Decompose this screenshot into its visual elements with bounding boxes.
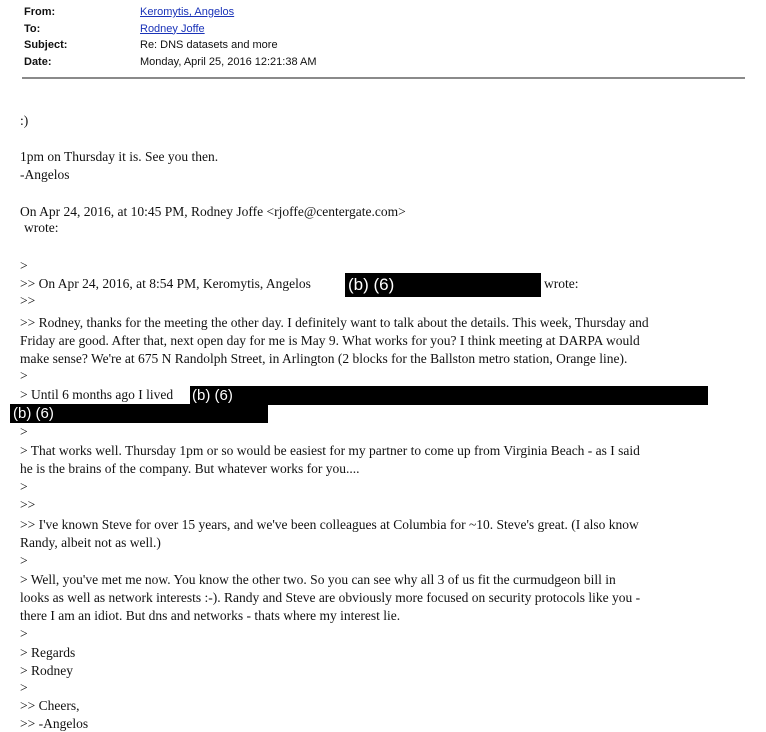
redaction-box: (b) (6) [345,273,541,297]
redaction-box: (b) (6) [190,386,708,405]
redaction-box: (b) (6) [10,404,268,423]
date-value: Monday, April 25, 2016 12:21:38 AM [140,55,317,68]
body-line: he is the brains of the company. But whatever works for you.... [20,461,360,476]
body-line: >> On Apr 24, 2016, at 8:54 PM, Keromytis, Angelos [20,276,311,291]
header-divider [22,77,745,79]
body-line: >> I've known Steve for over 15 years, and we've been colleagues at Columbia for ~10. Steve's great. (I also know [20,517,639,532]
body-line: On Apr 24, 2016, at 10:45 PM, Rodney Joffe <rjoffe@centergate.com> [20,204,406,219]
body-line: >> Cheers, [20,698,80,713]
body-line: > [20,368,28,383]
subject-row [24,37,317,54]
subject-label: Subject: [24,39,68,51]
from-link[interactable]: Keromytis, Angelos [140,6,235,18]
date-label: Date: [24,55,52,68]
body-line: > Until 6 months ago I lived [20,387,174,402]
email-header [24,4,317,70]
body-line: > [20,424,28,439]
body-line: > Rodney [20,663,73,678]
body-line: Randy, albeit not as well.) [20,535,161,550]
body-line: -Angelos [20,167,70,182]
body-line: > That works well. Thursday 1pm or so would be easiest for my partner to come up from Virginia Beach - as I said [20,443,640,458]
body-line: > Regards [20,645,76,660]
body-line: > [20,553,28,568]
body-line: > [20,680,28,695]
date-row [24,54,317,71]
to-label: To: [24,22,41,35]
body-line: >> [20,293,36,308]
body-line: >> -Angelos [20,716,89,731]
to-row [24,21,317,38]
body-line: looks as well as network interests :-). Randy and Steve are obviously more focused on security protocols like you - [20,590,641,605]
body-line: Friday are good. After that, next open day for me is May 9. What works for you? I think meeting at DARPA would [20,333,640,348]
body-line: wrote: [24,220,59,235]
body-line: 1pm on Thursday it is. See you then. [20,149,219,164]
from-row [24,4,317,21]
subject-value: Re: DNS datasets and more [140,39,278,51]
body-line: > [20,479,28,494]
body-line: there I am an idiot. But dns and networks - thats where my interest lie. [20,608,401,623]
body-line: > [20,626,28,641]
body-line: :) [20,113,29,128]
body-line: make sense? We're at 675 N Randolph Street, in Arlington (2 blocks for the Ballston metro station, Orange line). [20,351,628,366]
body-line: > Well, you've met me now. You know the other two. So you can see why all 3 of us fit the curmudgeon bill in [20,572,616,587]
from-label: From: [24,6,56,18]
to-link[interactable]: Rodney Joffe [140,22,205,35]
body-line: >> [20,497,36,512]
body-line: > [20,258,28,273]
body-line: wrote: [544,276,579,291]
body-line: >> Rodney, thanks for the meeting the other day. I definitely want to talk about the details. This week, Thursday and [20,315,649,330]
